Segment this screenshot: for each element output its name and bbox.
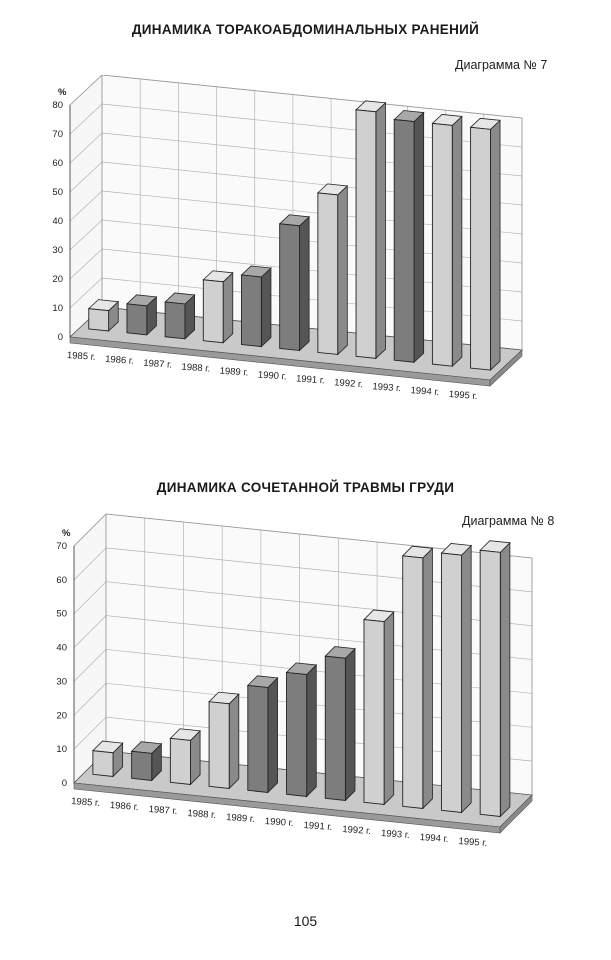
x-tick-label: 1993 г. [380, 828, 411, 841]
bar [170, 738, 190, 784]
x-tick-label: 1993 г. [372, 381, 402, 395]
bar [209, 702, 229, 789]
x-tick-label: 1992 г. [341, 824, 372, 837]
y-tick-label: 30 [52, 245, 63, 256]
bar-side [414, 113, 424, 363]
chart-8-subtitle: Диаграмма № 8 [462, 514, 555, 528]
y-tick-label: 10 [56, 744, 67, 756]
bar-side [223, 273, 233, 343]
y-tick-label: 30 [56, 676, 67, 688]
chart-8-title: ДИНАМИКА СОЧЕТАННОЙ ТРАВМЫ ГРУДИ [156, 480, 455, 495]
bar [165, 302, 185, 339]
page-number: 105 [293, 913, 318, 929]
bar [471, 127, 491, 370]
y-tick-label: 0 [57, 332, 63, 343]
x-tick-label: 1987 г. [148, 804, 178, 817]
x-tick-label: 1987 г. [142, 357, 173, 371]
bar-side [338, 186, 348, 355]
x-tick-label: 1994 г. [419, 832, 449, 845]
y-tick-label: 80 [52, 100, 63, 111]
bar-side [268, 678, 278, 793]
x-tick-label: 1994 г. [410, 385, 440, 399]
y-tick-label: 40 [56, 642, 67, 654]
bar [248, 685, 268, 792]
bar [132, 751, 152, 780]
y-axis-label: % [62, 528, 71, 539]
x-tick-label: 1985 г. [66, 349, 96, 363]
bar-side [490, 120, 500, 370]
y-tick-label: 50 [56, 608, 67, 620]
bar [441, 553, 461, 812]
x-tick-label: 1991 г. [295, 373, 326, 387]
bar-side [452, 116, 462, 366]
x-tick-label: 1991 г. [303, 820, 333, 833]
chart-8-svg [0, 510, 611, 860]
bar [394, 120, 414, 363]
y-axis-label: % [58, 87, 67, 98]
bar-side [229, 694, 239, 788]
x-tick-label: 1986 г. [104, 353, 135, 367]
y-tick-label: 60 [56, 574, 67, 586]
chart-7-subtitle: Диаграмма № 7 [455, 58, 548, 72]
bar [480, 550, 500, 816]
bar [287, 672, 307, 796]
x-tick-label: 1990 г. [257, 369, 287, 383]
bar-side [500, 543, 510, 817]
y-tick-label: 20 [52, 274, 63, 285]
x-tick-label: 1988 г. [187, 808, 217, 821]
bar [403, 556, 423, 809]
bar [89, 309, 109, 331]
bar [432, 123, 452, 366]
bar [280, 224, 300, 351]
bar-side [307, 665, 317, 796]
bar-side [384, 612, 394, 804]
bar [356, 110, 376, 359]
bar [364, 620, 384, 805]
y-tick-label: 70 [52, 129, 63, 140]
bar [325, 656, 345, 800]
chart-7-svg [0, 75, 611, 420]
y-tick-label: 70 [56, 541, 67, 552]
bar-side [300, 217, 310, 351]
y-tick-label: 60 [52, 158, 63, 169]
x-tick-label: 1989 г. [219, 365, 249, 379]
y-tick-label: 10 [52, 303, 63, 314]
x-tick-label: 1988 г. [181, 361, 211, 375]
y-tick-label: 40 [52, 216, 63, 227]
x-tick-label: 1995 г. [448, 389, 478, 403]
bar-side [345, 649, 355, 801]
x-tick-label: 1985 г. [70, 796, 101, 809]
x-tick-label: 1986 г. [109, 800, 139, 813]
bar-side [423, 548, 433, 808]
bar [127, 304, 147, 335]
y-tick-label: 20 [56, 710, 67, 722]
y-tick-label: 50 [52, 187, 63, 198]
bar [93, 751, 113, 777]
chart-7-title: ДИНАМИКА ТОРАКОАБДОМИНАЛЬНЫХ РАНЕНИЙ [131, 22, 480, 37]
x-tick-label: 1990 г. [264, 816, 294, 829]
bar [203, 280, 223, 343]
x-tick-label: 1995 г. [458, 836, 488, 849]
bar-side [261, 268, 271, 347]
x-tick-label: 1989 г. [225, 812, 256, 825]
x-tick-label: 1992 г. [333, 377, 364, 391]
bar-side [462, 546, 472, 813]
bar [318, 193, 338, 355]
bar-side [376, 103, 386, 358]
y-tick-label: 0 [61, 778, 67, 789]
bar [241, 275, 261, 347]
